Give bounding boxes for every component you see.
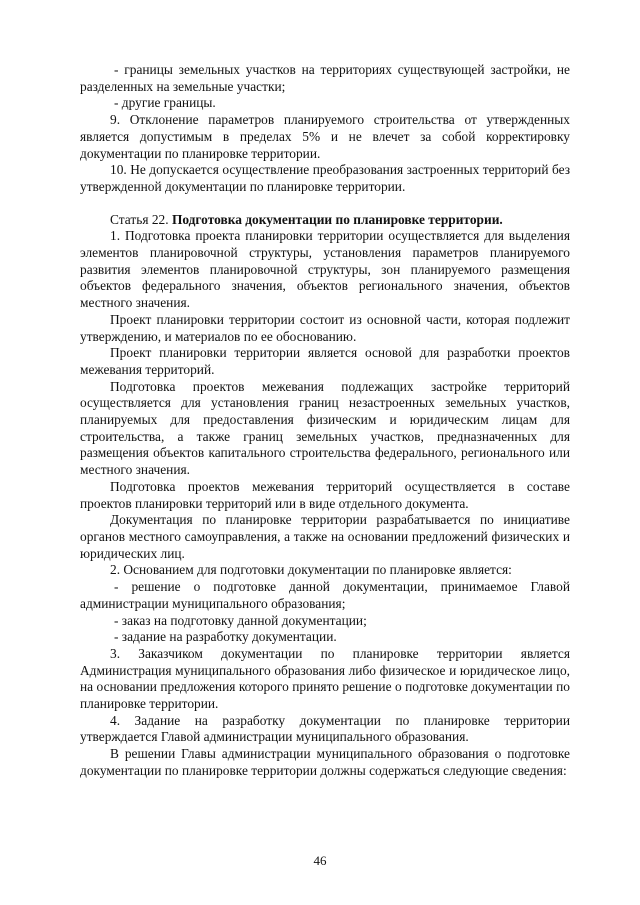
paragraph-item-2: 2. Основанием для подготовки документации по планировке является: bbox=[110, 562, 512, 578]
paragraph-dash-task: - задание на разработку документации. bbox=[114, 629, 337, 645]
paragraph-boundaries-existing: - границы земельных участков на территориях существующей застройки, не разделенных на земельные участки; bbox=[80, 62, 570, 94]
paragraph-item-9: 9. Отклонение параметров планируемого строительства от утвержденных является допустимым в пределах 5% и не влечет за собой корректировку документации по планировке территории. bbox=[80, 112, 570, 161]
paragraph-project-composition: Проект планировки территории состоит из основной части, которая подлежит утверждению, и материалов по ее обоснованию. bbox=[80, 311, 570, 344]
paragraph-item-10: 10. Не допускается осуществление преобразования застроенных территорий без утвержденной документации по планировке территории. bbox=[80, 162, 570, 194]
section-gap bbox=[80, 196, 570, 212]
paragraph-dash-decision: - решение о подготовке данной документации, принимаемое Главой администрации муниципального образования; bbox=[80, 579, 570, 611]
paragraph-decision-contents: В решении Главы администрации муниципального образования о подготовке документации по планировке территории должны содержаться следующие сведения: bbox=[80, 746, 570, 778]
paragraph-dash-order: - заказ на подготовку данной документации; bbox=[114, 612, 367, 628]
paragraph-surveying-preparation: Подготовка проектов межевания подлежащих застройке территорий осуществляется для установления границ незастроенных земельных участков, планируемых для предоставления физическим и юридическим лицам для строительства, а также границ земельных участков, предназначенных для размещения объектов капитального строительства федерального, регионального или местного значения. bbox=[80, 378, 570, 478]
page-number: 46 bbox=[313, 853, 327, 868]
paragraph-item-4: 4. Задание на разработку документации по планировке территории утверждается Главой администрации муниципального образования. bbox=[80, 712, 570, 745]
paragraph-item-3: 3. Заказчиком документации по планировке территории является Администрация муниципального образования либо физическое и юридическое лицо, на основании предложения которого принято решение о подготовке документации по планировке территории. bbox=[80, 645, 570, 712]
article-heading bbox=[80, 212, 570, 229]
paragraph-project-basis: Проект планировки территории является основой для разработки проектов межевания территорий. bbox=[80, 345, 570, 377]
document-page bbox=[80, 62, 570, 780]
paragraph-surveying-composition: Подготовка проектов межевания территорий осуществляется в составе проектов планировки территорий или в виде отдельного документа. bbox=[80, 478, 570, 511]
article-prefix: Статья 22. bbox=[110, 211, 169, 227]
paragraph-documentation-initiative: Документация по планировке территории разрабатывается по инициативе органов местного самоуправления, а также на основании предложений физических и юридических лиц. bbox=[80, 512, 570, 561]
paragraph-other-boundaries: - другие границы. bbox=[114, 95, 216, 111]
article-title: Подготовка документации по планировке территории. bbox=[171, 211, 503, 227]
paragraph-item-1: 1. Подготовка проекта планировки территории осуществляется для выделения элементов планировочной структуры, установления параметров планируемого развития элементов планировочной структуры, зон планируемого размещения объектов федерального значения, объектов регионального значения, объектов местного значения. bbox=[80, 228, 570, 311]
